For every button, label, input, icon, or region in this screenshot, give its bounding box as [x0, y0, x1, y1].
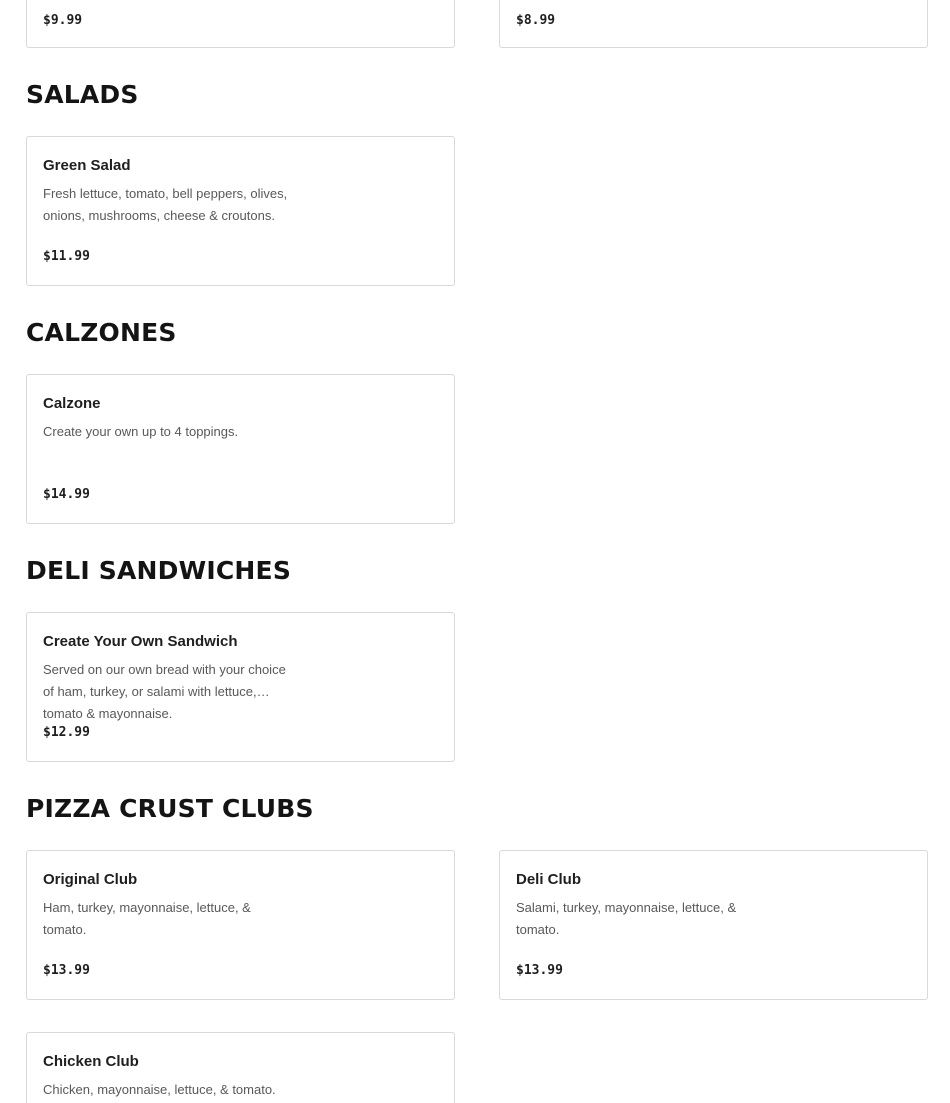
item-name: Create Your Own Sandwich — [43, 633, 238, 650]
item-price: $11.99 — [43, 249, 90, 264]
item-price: $13.99 — [43, 963, 90, 978]
item-name: Original Club — [43, 871, 138, 888]
item-description: Create your own up to 4 toppings. — [43, 424, 239, 439]
item-price: $13.99 — [516, 963, 563, 978]
menu-item-card[interactable] — [499, 0, 928, 48]
menu-item-card-create-your-own-sandwich[interactable] — [26, 612, 455, 762]
menu-item-card-deli-club[interactable] — [499, 850, 928, 1000]
item-description: Fresh lettuce, tomato, bell peppers, olives, onions, mushrooms, cheese & croutons. — [43, 186, 288, 223]
section-title-calzones: CALZONES — [26, 318, 177, 347]
item-name: Green Salad — [43, 157, 131, 174]
menu-item-card-calzone[interactable] — [26, 374, 455, 524]
section-title-deli-sandwiches: DELI SANDWICHES — [26, 556, 292, 585]
item-description: Served on our own bread with your choice of ham, turkey, or salami with lettuce, tomato & mayonnaise. — [43, 662, 286, 721]
item-description: Ham, turkey, mayonnaise, lettuce, & tomato. — [43, 900, 251, 937]
item-price: $9.99 — [43, 13, 83, 28]
item-description: Salami, turkey, mayonnaise, lettuce, & tomato. — [516, 900, 737, 937]
menu-item-card-chicken-club[interactable] — [26, 1032, 455, 1103]
section-title-salads: SALADS — [26, 80, 139, 109]
item-price: $8.99 — [516, 13, 556, 28]
item-name: Chicken Club — [43, 1053, 139, 1070]
menu-item-card[interactable] — [26, 0, 455, 48]
item-name: Deli Club — [516, 871, 582, 888]
item-name: Calzone — [43, 395, 101, 412]
item-price: $12.99 — [43, 725, 90, 740]
menu-item-card-original-club[interactable] — [26, 850, 455, 1000]
item-description: Chicken, mayonnaise, lettuce, & tomato. — [43, 1082, 276, 1097]
item-price: $14.99 — [43, 487, 90, 502]
menu-item-card-green-salad[interactable] — [26, 136, 455, 286]
section-title-pizza-crust-clubs: PIZZA CRUST CLUBS — [26, 794, 314, 823]
